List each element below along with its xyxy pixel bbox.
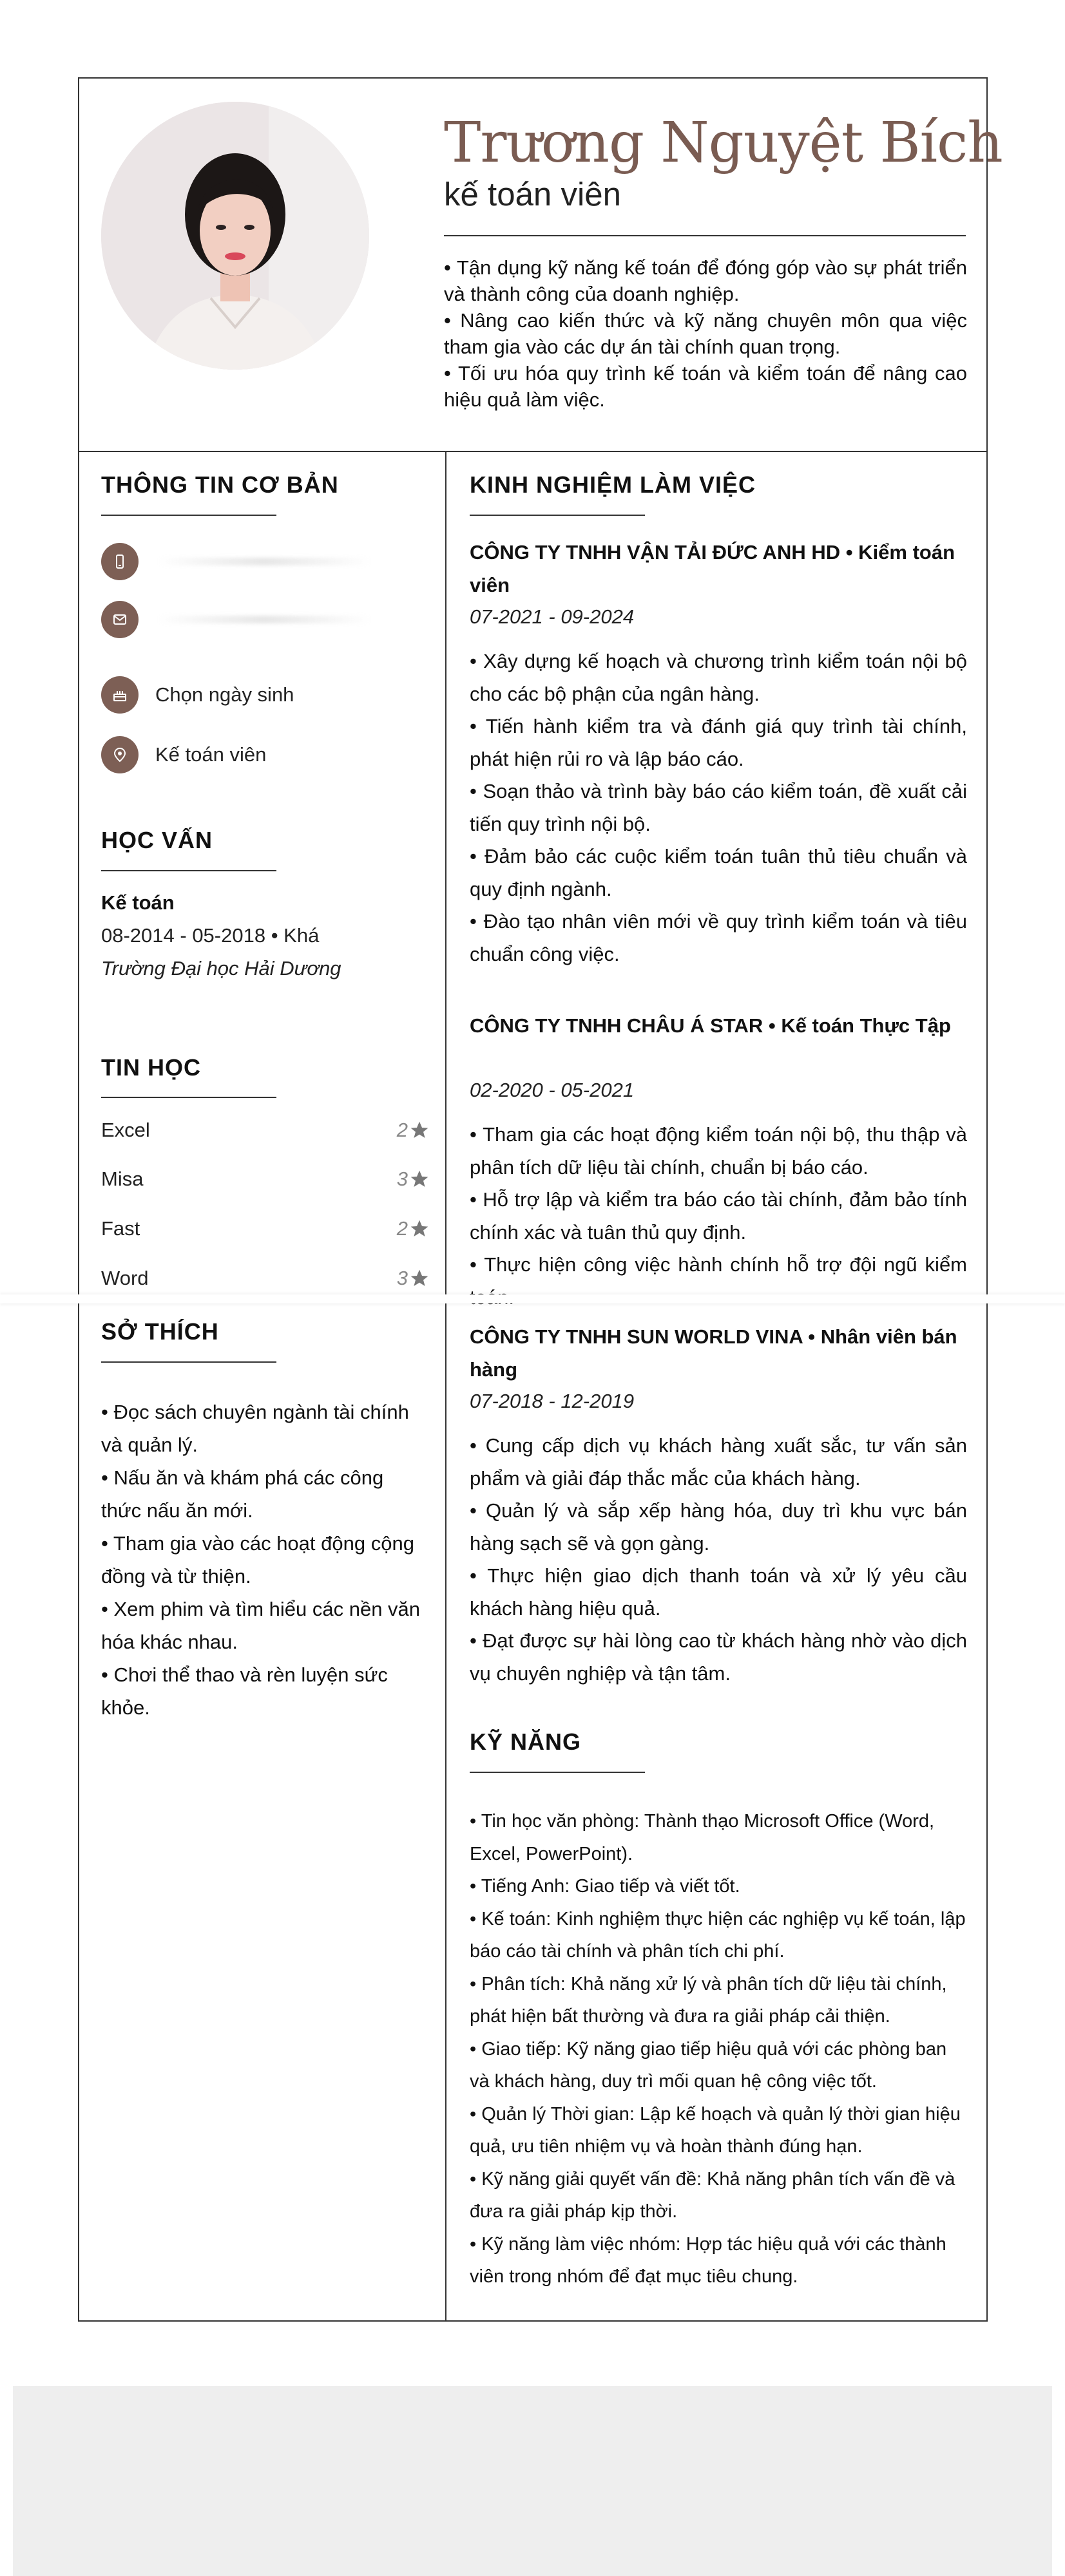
job-duty: • Cung cấp dịch vụ khách hàng xuất sắc, tư vấn sản phẩm và giải đáp thắc mắc của khách hàng. (470, 1430, 967, 1495)
it-skill-row (101, 1168, 430, 1193)
job-duty: • Soạn thảo và trình bày báo cáo kiểm toán, đề xuất cải tiến quy trình nội bộ. (470, 775, 967, 840)
job-duty: • Thực hiện công việc hành chính hỗ trợ đội ngũ kiểm (470, 1249, 967, 1314)
section-rule (470, 515, 645, 516)
it-skill-row (101, 1267, 430, 1293)
objective-item: • Tận dụng kỹ năng kế toán để đóng góp vào sự phát triển và thành công của doanh nghiệp. (444, 254, 967, 307)
job-duties (470, 645, 967, 971)
page-footer-area (13, 2386, 1052, 2576)
experience-title: KINH NGHIỆM LÀM VIỆC (470, 471, 756, 498)
header-divider (444, 235, 966, 236)
it-skill-level: 3 (396, 1168, 408, 1190)
header-bottom-border (79, 451, 986, 452)
skill-item: • Kỹ năng giải quyết vấn đề: Khả năng phân tích vấn đề và đưa ra giải pháp kịp thời. (470, 2163, 967, 2228)
skill-item: • Quản lý Thời gian: Lập kế hoạch và quản lý thời gian hiệu quả, ưu tiên nhiệm vụ và hoàn thành đúng hạn. (470, 2098, 967, 2163)
objective-item: • Nâng cao kiến thức và kỹ năng chuyên môn qua việc tham gia vào các dự án tài chính quan trọng. (444, 307, 967, 360)
hobby-item: • Xem phim và tìm hiểu các nền văn hóa khác nhau. (101, 1593, 423, 1658)
it-skill-name: Word (101, 1267, 149, 1289)
column-divider (445, 451, 446, 2322)
phone-redacted (158, 558, 370, 565)
it-skills-title: TIN HỌC (101, 1054, 201, 1081)
star-icon (409, 1169, 430, 1189)
candidate-role: kế toán viên (444, 176, 622, 213)
job-duty: • Đạt được sự hài lòng cao từ khách hàng nhờ vào dịch vụ chuyên nghiệp và tận tâm. (470, 1625, 967, 1690)
page-break (0, 1294, 1065, 1303)
skill-item: • Kỹ năng làm việc nhóm: Hợp tác hiệu quả với các thành viên trong nhóm để đạt mục tiêu chung. (470, 2228, 967, 2293)
it-skill-name: Fast (101, 1217, 140, 1240)
objective-item: • Tối ưu hóa quy trình kế toán và kiểm toán để nâng cao hiệu quả làm việc. (444, 360, 967, 413)
star-icon (409, 1268, 430, 1289)
job-company: CÔNG TY TNHH VẬN TẢI ĐỨC ANH HD • Kiểm toán viên (470, 541, 955, 596)
cv-document (78, 77, 1003, 2322)
avatar (101, 102, 369, 370)
section-rule (101, 1361, 276, 1363)
contact-birthday[interactable] (101, 676, 294, 714)
skill-item: • Phân tích: Khả năng xử lý và phân tích dữ liệu tài chính, phát hiện bất thường và đưa ra giải pháp cải thiện. (470, 1968, 967, 2033)
job-duty: • Quản lý và sắp xếp hàng hóa, duy trì khu vực bán hàng sạch sẽ và gọn gàng. (470, 1495, 967, 1560)
career-objectives (444, 254, 967, 413)
hobby-item: • Chơi thể thao và rèn luyện sức khỏe. (101, 1658, 423, 1724)
hobbies-list (101, 1396, 423, 1724)
cake-icon (101, 676, 139, 714)
section-rule (470, 1772, 645, 1773)
hobby-item: • Nấu ăn và khám phá các công thức nấu ăn mới. (101, 1461, 423, 1527)
skill-item: • Tin học văn phòng: Thành thạo Microsoft Office (Word, Excel, PowerPoint). (470, 1805, 967, 1870)
hobby-item: • Đọc sách chuyên ngành tài chính và quản lý. (101, 1396, 423, 1461)
skills-list (470, 1805, 967, 2293)
location-icon (101, 736, 139, 773)
job-duty: • Xây dựng kế hoạch và chương trình kiểm toán nội bộ cho các bộ phận của ngân hàng. (470, 645, 967, 710)
skill-item: • Kế toán: Kinh nghiệm thực hiện các nghiệp vụ kế toán, lập báo cáo tài chính và phân tích chi phí. (470, 1903, 967, 1968)
job-duty: • Tham gia các hoạt động kiểm toán nội bộ, thu thập và phân tích dữ liệu tài chính, chuẩn bị báo cáo. (470, 1119, 967, 1184)
phone-icon (101, 543, 139, 580)
job-duty: • Thực hiện giao dịch thanh toán và xử lý yêu cầu khách hàng hiệu quả. (470, 1560, 967, 1625)
job-duty: • Đảm bảo các cuộc kiểm toán tuân thủ tiêu chuẩn và quy định ngành. (470, 840, 967, 905)
job-duties (470, 1430, 967, 1690)
section-rule (101, 515, 276, 516)
it-skill-level: 2 (396, 1119, 408, 1141)
hobbies-title: SỞ THÍCH (101, 1318, 219, 1345)
it-skill-row (101, 1119, 430, 1144)
it-skill-name: Misa (101, 1168, 144, 1190)
it-skill-level: 3 (396, 1267, 408, 1289)
education-major: Kế toán (101, 891, 175, 914)
job-period: 02-2020 - 05-2021 (470, 1079, 635, 1101)
section-rule (101, 870, 276, 871)
avatar-photo (101, 102, 369, 370)
skills-title: KỸ NĂNG (470, 1728, 582, 1755)
job-duty: • Hỗ trợ lập và kiểm tra báo cáo tài chính, đảm bảo tính chính xác và tuân thủ quy định. (470, 1184, 967, 1249)
birthday-value: Chọn ngày sinh (155, 683, 294, 706)
education-meta: 08-2014 - 05-2018 • Khá (101, 924, 320, 947)
job-period: 07-2018 - 12-2019 (470, 1390, 635, 1412)
job-company: CÔNG TY TNHH SUN WORLD VINA • Nhân viên bán hàng (470, 1325, 957, 1381)
job-duty: • Tiến hành kiểm tra và đánh giá quy trình tài chính, phát hiện rủi ro và lập báo cáo. (470, 710, 967, 775)
position-value: Kế toán viên (155, 743, 267, 766)
contact-phone (101, 543, 370, 580)
star-icon (409, 1120, 430, 1141)
skill-item: • Giao tiếp: Kỹ năng giao tiếp hiệu quả với các phòng ban và khách hàng, duy trì mối quan hệ công việc tốt. (470, 2033, 967, 2098)
it-skill-row (101, 1217, 430, 1243)
section-rule (101, 1097, 276, 1098)
education-title: HỌC VẤN (101, 827, 213, 853)
contact-position (101, 736, 266, 773)
basic-info-title: THÔNG TIN CƠ BẢN (101, 471, 339, 498)
email-icon (101, 601, 139, 638)
job-duties (470, 1119, 967, 1314)
skill-item: • Tiếng Anh: Giao tiếp và viết tốt. (470, 1870, 967, 1903)
job-period: 07-2021 - 09-2024 (470, 605, 635, 628)
star-icon (409, 1218, 430, 1239)
job-duty: • Đào tạo nhân viên mới về quy trình kiểm toán và tiêu chuẩn công việc. (470, 905, 967, 971)
it-skill-name: Excel (101, 1119, 150, 1141)
it-skill-level: 2 (396, 1217, 408, 1240)
hobby-item: • Tham gia vào các hoạt động cộng đồng và từ thiện. (101, 1527, 423, 1593)
contact-email (101, 601, 370, 638)
email-redacted (158, 616, 370, 623)
candidate-name: Trương Nguyệt Bích (444, 111, 1003, 175)
education-school: Trường Đại học Hải Dương (101, 957, 341, 980)
job-company: CÔNG TY TNHH CHÂU Á STAR • Kế toán Thực Tập (470, 1014, 951, 1037)
